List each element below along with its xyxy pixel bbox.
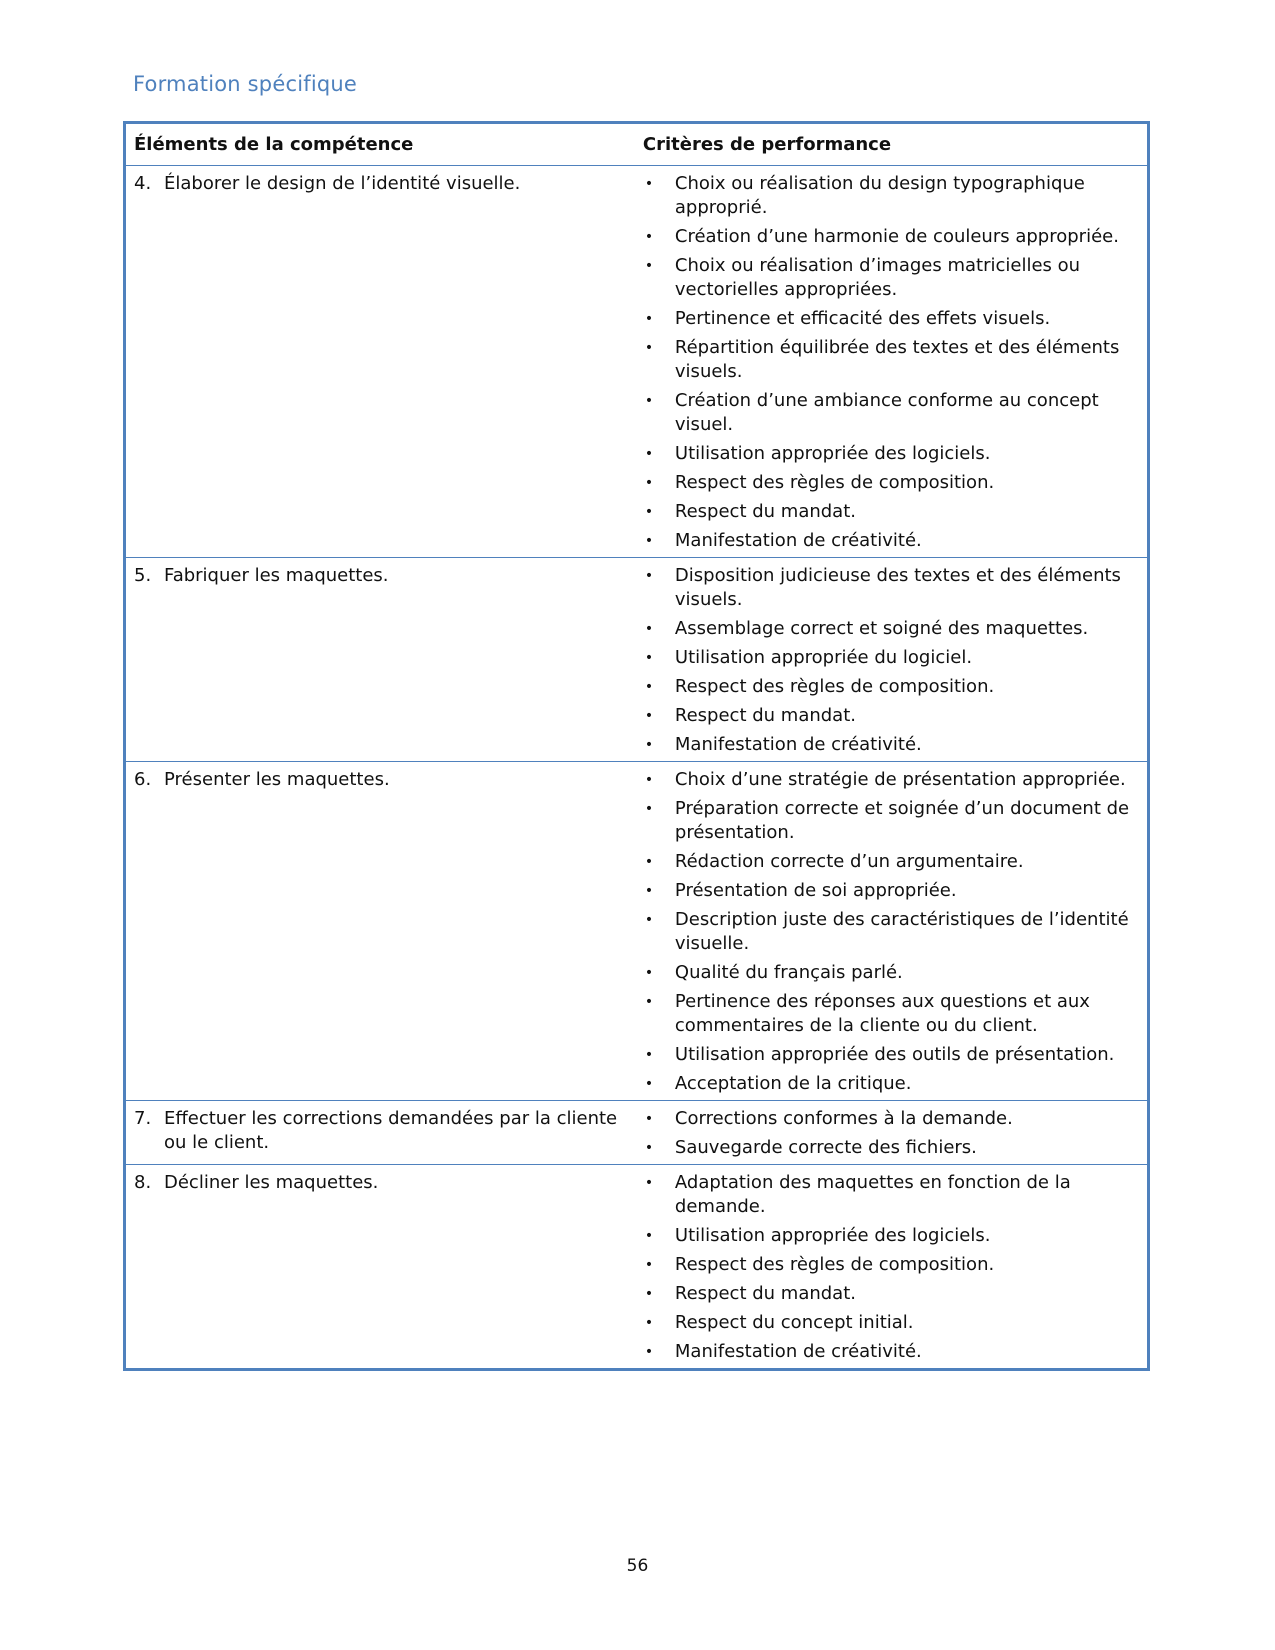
- element-text: Effectuer les corrections demandées par la cliente ou le client.: [164, 1108, 618, 1153]
- element-cell: [125, 558, 635, 762]
- element-cell: [125, 1165, 635, 1370]
- list-item: [643, 850, 1139, 874]
- element-number: 8.: [134, 1172, 152, 1193]
- list-item: [643, 1072, 1139, 1096]
- competence-element: [134, 1107, 627, 1155]
- list-item: [643, 225, 1139, 249]
- criterion-text: Pertinence et efficacité des effets visuels.: [674, 308, 1051, 329]
- bullet-icon: •: [644, 568, 654, 584]
- bullet-icon: •: [644, 994, 654, 1010]
- criteria-cell: [635, 558, 1149, 762]
- competence-element: [134, 1171, 627, 1195]
- bullet-icon: •: [644, 772, 654, 788]
- criterion-text: Pertinence des réponses aux questions et aux commentaires de la cliente ou du client.: [674, 991, 1090, 1036]
- list-item: [643, 733, 1139, 757]
- table-row: [125, 166, 1149, 558]
- list-item: [643, 961, 1139, 985]
- criteria-list: [643, 172, 1139, 553]
- competence-element: [134, 172, 627, 196]
- bullet-icon: •: [644, 446, 654, 462]
- table-row: [125, 762, 1149, 1101]
- list-item: [643, 675, 1139, 699]
- criterion-text: Préparation correcte et soignée d’un document de présentation.: [674, 798, 1130, 843]
- criterion-text: Respect des règles de composition.: [674, 1254, 995, 1275]
- list-item: [643, 1282, 1139, 1306]
- criterion-text: Création d’une ambiance conforme au concept visuel.: [674, 390, 1099, 435]
- table-row: [125, 1165, 1149, 1370]
- bullet-icon: •: [644, 679, 654, 695]
- element-number: 5.: [134, 565, 152, 586]
- criterion-text: Manifestation de créativité.: [674, 1341, 922, 1362]
- bullet-icon: •: [644, 737, 654, 753]
- list-item: [643, 617, 1139, 641]
- list-item: [643, 768, 1139, 792]
- list-item: [643, 442, 1139, 466]
- bullet-icon: •: [644, 258, 654, 274]
- bullet-icon: •: [644, 1315, 654, 1331]
- table-row: [125, 558, 1149, 762]
- criteria-cell: [635, 1101, 1149, 1165]
- bullet-icon: •: [644, 1111, 654, 1127]
- section-title: Formation spécifique: [133, 72, 358, 96]
- criteria-cell: [635, 1165, 1149, 1370]
- table-row: [125, 1101, 1149, 1165]
- list-item: [643, 1311, 1139, 1335]
- bullet-icon: •: [644, 504, 654, 520]
- element-number: 6.: [134, 769, 152, 790]
- criteria-list: [643, 1107, 1139, 1160]
- criteria-list: [643, 1171, 1139, 1364]
- bullet-icon: •: [644, 229, 654, 245]
- criteria-list: [643, 564, 1139, 757]
- header-elements: Éléments de la compétence: [125, 123, 635, 166]
- list-item: [643, 500, 1139, 524]
- competence-table: [123, 121, 1150, 1371]
- element-cell: [125, 166, 635, 558]
- list-item: [643, 471, 1139, 495]
- bullet-icon: •: [644, 1228, 654, 1244]
- criterion-text: Respect du mandat.: [674, 1283, 856, 1304]
- bullet-icon: •: [644, 311, 654, 327]
- element-text: Présenter les maquettes.: [164, 769, 390, 790]
- bullet-icon: •: [644, 912, 654, 928]
- bullet-icon: •: [644, 340, 654, 356]
- list-item: [643, 990, 1139, 1038]
- criterion-text: Respect du concept initial.: [674, 1312, 914, 1333]
- bullet-icon: •: [644, 1257, 654, 1273]
- list-item: [643, 1224, 1139, 1248]
- table-header-row: [125, 123, 1149, 166]
- list-item: [643, 908, 1139, 956]
- list-item: [643, 646, 1139, 670]
- list-item: [643, 529, 1139, 553]
- criterion-text: Assemblage correct et soigné des maquettes.: [674, 618, 1089, 639]
- list-item: [643, 1136, 1139, 1160]
- criterion-text: Utilisation appropriée des outils de présentation.: [674, 1044, 1115, 1065]
- criterion-text: Description juste des caractéristiques de l’identité visuelle.: [674, 909, 1129, 954]
- element-text: Décliner les maquettes.: [164, 1172, 379, 1193]
- criterion-text: Création d’une harmonie de couleurs appropriée.: [674, 226, 1119, 247]
- bullet-icon: •: [644, 1175, 654, 1191]
- competence-element: [134, 564, 627, 588]
- bullet-icon: •: [644, 883, 654, 899]
- criterion-text: Respect du mandat.: [674, 705, 856, 726]
- bullet-icon: •: [644, 176, 654, 192]
- criterion-text: Répartition équilibrée des textes et des éléments visuels.: [674, 337, 1120, 382]
- criterion-text: Respect du mandat.: [674, 501, 856, 522]
- criterion-text: Respect des règles de composition.: [674, 472, 995, 493]
- bullet-icon: •: [644, 1286, 654, 1302]
- criterion-text: Respect des règles de composition.: [674, 676, 995, 697]
- bullet-icon: •: [644, 1047, 654, 1063]
- criterion-text: Présentation de soi appropriée.: [674, 880, 957, 901]
- list-item: [643, 1043, 1139, 1067]
- list-item: [643, 172, 1139, 220]
- criterion-text: Choix d’une stratégie de présentation appropriée.: [674, 769, 1126, 790]
- bullet-icon: •: [644, 1076, 654, 1092]
- list-item: [643, 307, 1139, 331]
- element-number: 4.: [134, 173, 152, 194]
- criterion-text: Adaptation des maquettes en fonction de la demande.: [674, 1172, 1071, 1217]
- header-criteria: Critères de performance: [635, 123, 1149, 166]
- criterion-text: Utilisation appropriée des logiciels.: [674, 1225, 991, 1246]
- list-item: [643, 1107, 1139, 1131]
- criterion-text: Manifestation de créativité.: [674, 530, 922, 551]
- criteria-cell: [635, 762, 1149, 1101]
- criterion-text: Choix ou réalisation du design typographique approprié.: [674, 173, 1085, 218]
- list-item: [643, 797, 1139, 845]
- list-item: [643, 254, 1139, 302]
- list-item: [643, 564, 1139, 612]
- list-item: [643, 1340, 1139, 1364]
- bullet-icon: •: [644, 801, 654, 817]
- criteria-cell: [635, 166, 1149, 558]
- list-item: [643, 389, 1139, 437]
- bullet-icon: •: [644, 1140, 654, 1156]
- bullet-icon: •: [644, 621, 654, 637]
- criterion-text: Rédaction correcte d’un argumentaire.: [674, 851, 1024, 872]
- criterion-text: Sauvegarde correcte des fichiers.: [674, 1137, 977, 1158]
- criterion-text: Utilisation appropriée du logiciel.: [674, 647, 973, 668]
- element-cell: [125, 1101, 635, 1165]
- page-number: 56: [626, 1556, 649, 1576]
- element-cell: [125, 762, 635, 1101]
- table-body: [125, 166, 1149, 1370]
- criterion-text: Disposition judicieuse des textes et des éléments visuels.: [674, 565, 1121, 610]
- list-item: [643, 1253, 1139, 1277]
- list-item: [643, 1171, 1139, 1219]
- bullet-icon: •: [644, 854, 654, 870]
- element-number: 7.: [134, 1108, 152, 1129]
- bullet-icon: •: [644, 650, 654, 666]
- list-item: [643, 336, 1139, 384]
- competence-element: [134, 768, 627, 792]
- element-text: Fabriquer les maquettes.: [164, 565, 389, 586]
- list-item: [643, 879, 1139, 903]
- bullet-icon: •: [644, 533, 654, 549]
- criterion-text: Qualité du français parlé.: [674, 962, 903, 983]
- bullet-icon: •: [644, 1344, 654, 1360]
- criterion-text: Manifestation de créativité.: [674, 734, 922, 755]
- criterion-text: Utilisation appropriée des logiciels.: [674, 443, 991, 464]
- criterion-text: Choix ou réalisation d’images matricielles ou vectorielles appropriées.: [674, 255, 1081, 300]
- bullet-icon: •: [644, 708, 654, 724]
- criteria-list: [643, 768, 1139, 1096]
- criterion-text: Corrections conformes à la demande.: [674, 1108, 1013, 1129]
- element-text: Élaborer le design de l’identité visuelle.: [164, 173, 521, 194]
- list-item: [643, 704, 1139, 728]
- criterion-text: Acceptation de la critique.: [674, 1073, 912, 1094]
- bullet-icon: •: [644, 965, 654, 981]
- bullet-icon: •: [644, 393, 654, 409]
- bullet-icon: •: [644, 475, 654, 491]
